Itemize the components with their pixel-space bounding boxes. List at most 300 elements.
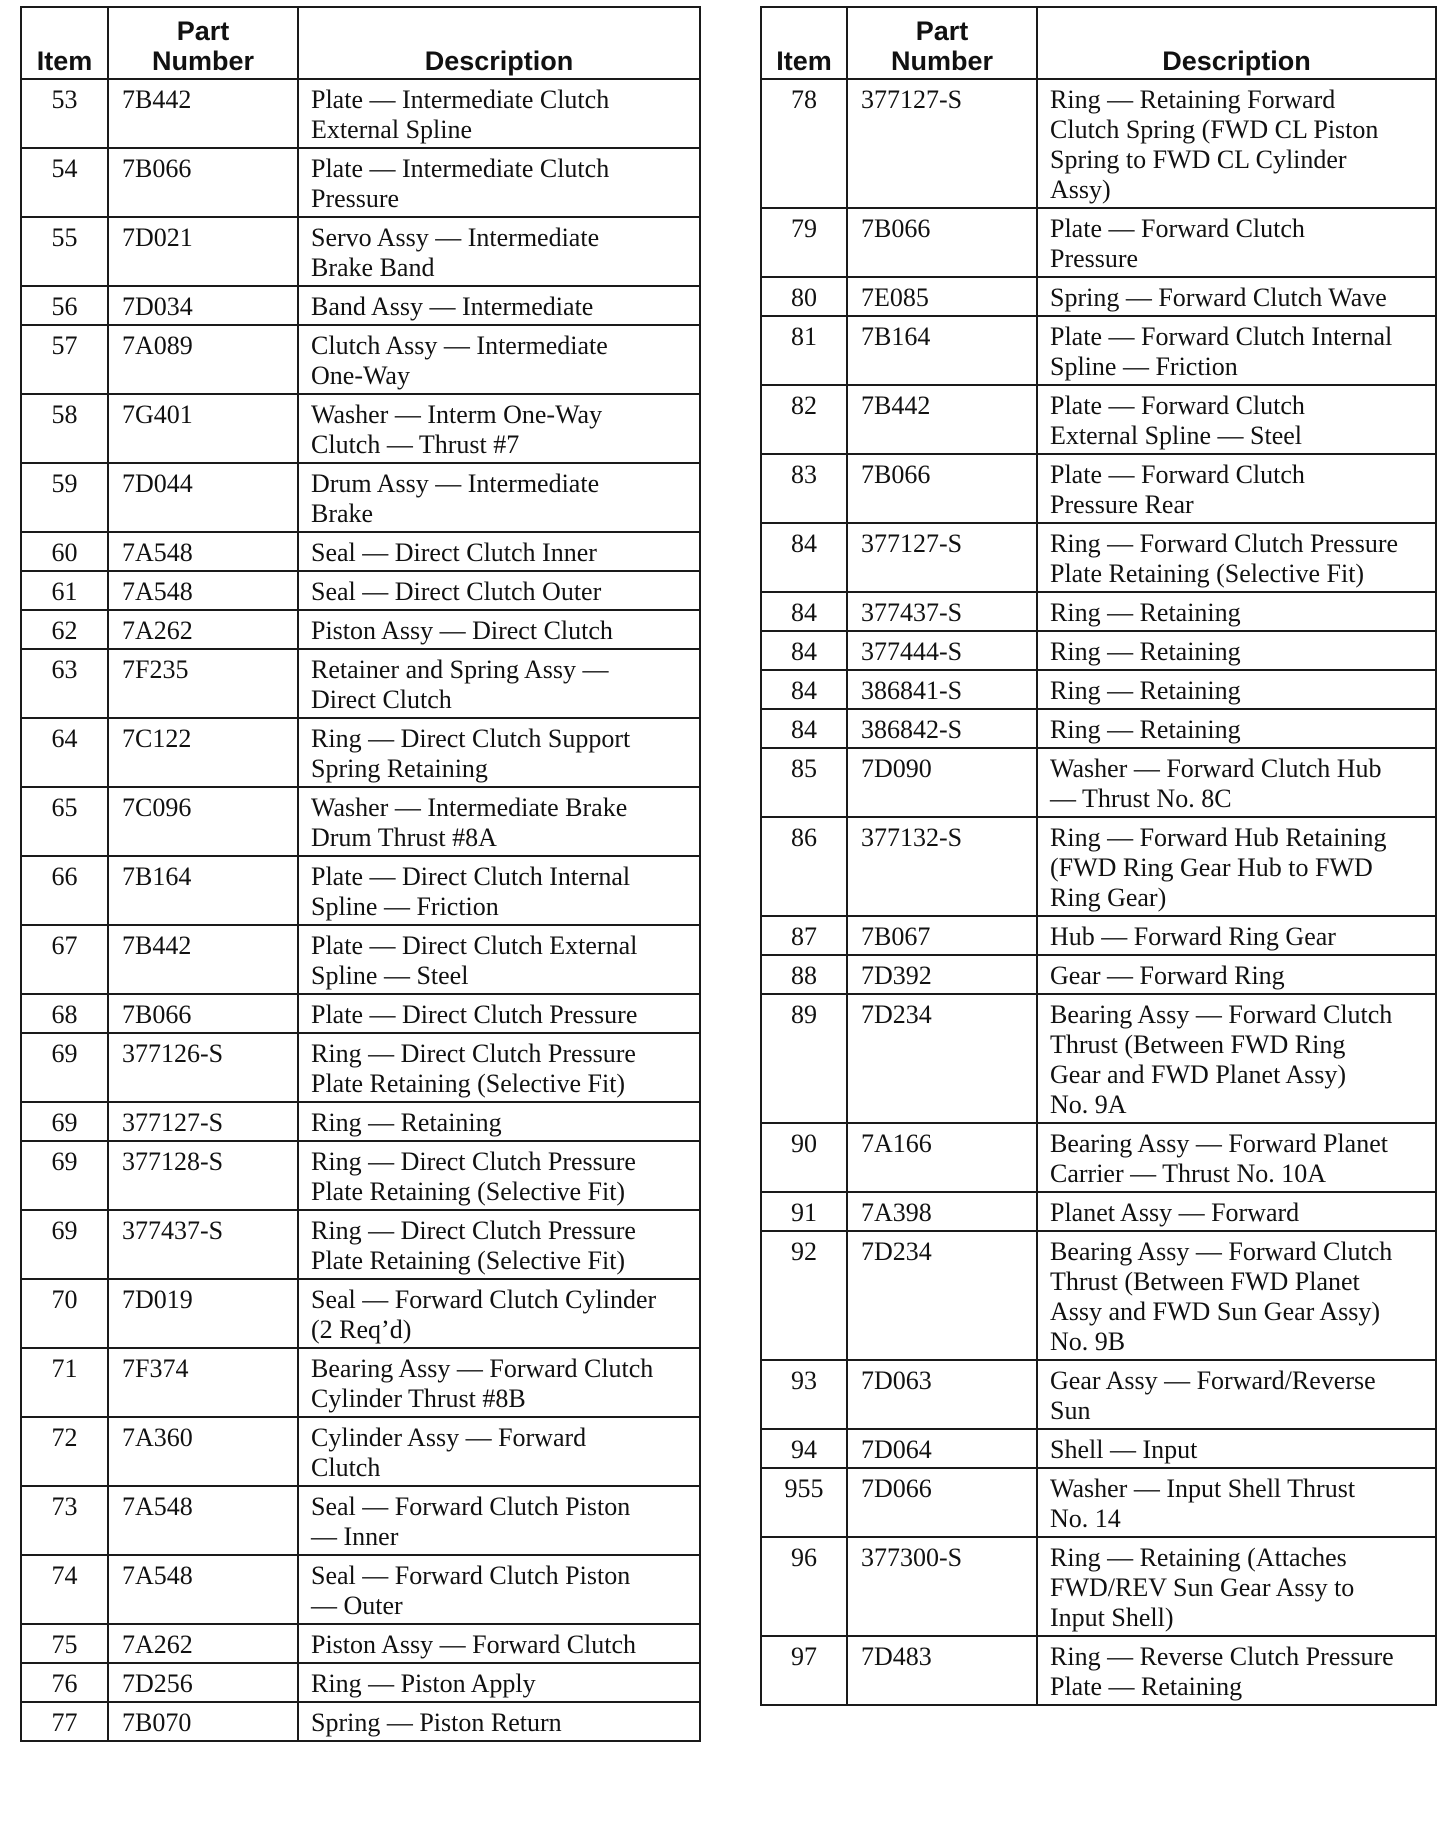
table-row (761, 385, 1436, 454)
item-number: 67 (21, 925, 108, 994)
part-description (1037, 1429, 1436, 1468)
part-description (1037, 385, 1436, 454)
description-line: Hub — Forward Ring Gear (1050, 922, 1336, 951)
part-number: 7D256 (108, 1663, 298, 1702)
description-line: Ring — Direct Clutch Pressure (311, 1039, 636, 1068)
item-number: 72 (21, 1417, 108, 1486)
table-row (21, 1348, 700, 1417)
item-number: 69 (21, 1102, 108, 1141)
table-row (21, 1624, 700, 1663)
part-description (298, 925, 700, 994)
item-number: 58 (21, 394, 108, 463)
description-line: Ring — Retaining (1050, 598, 1241, 627)
part-number: 7A262 (108, 1624, 298, 1663)
description-line: Assy) (1050, 175, 1111, 204)
item-number: 55 (21, 217, 108, 286)
part-description (298, 1033, 700, 1102)
part-number: 7E085 (847, 277, 1037, 316)
description-line: FWD/REV Sun Gear Assy to (1050, 1573, 1355, 1602)
description-line: Ring — Retaining (1050, 676, 1241, 705)
item-number: 59 (21, 463, 108, 532)
part-description (1037, 670, 1436, 709)
table-row (21, 463, 700, 532)
table-row (21, 649, 700, 718)
description-line: Planet Assy — Forward (1050, 1198, 1300, 1227)
part-description (1037, 1192, 1436, 1231)
table-row (21, 1486, 700, 1555)
description-line: Plate Retaining (Selective Fit) (311, 1246, 626, 1275)
description-line: Washer — Interm One-Way (311, 400, 603, 429)
item-number: 53 (21, 79, 108, 148)
description-line: Spline — Friction (1050, 352, 1238, 381)
part-description (1037, 1636, 1436, 1705)
part-number: 7A398 (847, 1192, 1037, 1231)
description-line: — Thrust No. 8C (1050, 784, 1232, 813)
part-description (298, 217, 700, 286)
table-row (21, 994, 700, 1033)
item-number: 76 (21, 1663, 108, 1702)
part-description (1037, 1231, 1436, 1360)
item-number: 79 (761, 208, 847, 277)
part-description (298, 1555, 700, 1624)
table-row (21, 718, 700, 787)
part-number: 7F235 (108, 649, 298, 718)
description-line: Retainer and Spring Assy — (311, 655, 609, 684)
table-row (761, 817, 1436, 916)
item-number: 82 (761, 385, 847, 454)
description-line: Drum Assy — Intermediate (311, 469, 600, 498)
part-number: 7F374 (108, 1348, 298, 1417)
description-line: Plate Retaining (Selective Fit) (1050, 559, 1365, 588)
item-number: 93 (761, 1360, 847, 1429)
part-number: 377437-S (847, 592, 1037, 631)
item-number: 90 (761, 1123, 847, 1192)
part-description (1037, 79, 1436, 208)
item-number: 71 (21, 1348, 108, 1417)
description-line: Ring — Retaining (Attaches (1050, 1543, 1347, 1572)
description-line: Brake (311, 499, 374, 528)
description-line: Ring Gear) (1050, 883, 1167, 912)
table-row (761, 748, 1436, 817)
description-line: (2 Req’d) (311, 1315, 412, 1344)
part-description (298, 325, 700, 394)
part-description (298, 79, 700, 148)
part-number: 7D483 (847, 1636, 1037, 1705)
description-line: Assy and FWD Sun Gear Assy) (1050, 1297, 1381, 1326)
item-number: 78 (761, 79, 847, 208)
description-column-header: Description (298, 7, 700, 79)
part-number: 7A089 (108, 325, 298, 394)
description-line: One-Way (311, 361, 410, 390)
part-description (1037, 208, 1436, 277)
description-line: Clutch — Thrust #7 (311, 430, 520, 459)
table-row (761, 1360, 1436, 1429)
description-line: Plate — Forward Clutch (1050, 214, 1305, 243)
description-line: No. 9B (1050, 1327, 1126, 1356)
part-number: 377132-S (847, 817, 1037, 916)
part-number: 7B066 (108, 148, 298, 217)
table-row (761, 1123, 1436, 1192)
item-number: 94 (761, 1429, 847, 1468)
description-line: Servo Assy — Intermediate (311, 223, 600, 252)
item-number: 87 (761, 916, 847, 955)
table-row (21, 571, 700, 610)
part-number: 7D234 (847, 994, 1037, 1123)
item-number: 75 (21, 1624, 108, 1663)
description-line: Ring — Piston Apply (311, 1669, 536, 1698)
item-number: 74 (21, 1555, 108, 1624)
item-column-header: Item (761, 7, 847, 79)
description-line: External Spline (311, 115, 473, 144)
description-line: Ring — Direct Clutch Support (311, 724, 631, 753)
description-line: No. 9A (1050, 1090, 1127, 1119)
item-number: 56 (21, 286, 108, 325)
table-row (761, 1231, 1436, 1360)
part-number: 7D019 (108, 1279, 298, 1348)
table-row (761, 994, 1436, 1123)
description-line: — Inner (311, 1522, 399, 1551)
part-description (298, 1279, 700, 1348)
table-row (21, 1141, 700, 1210)
part-number: 7B442 (108, 79, 298, 148)
item-number: 84 (761, 631, 847, 670)
description-line: Ring — Direct Clutch Pressure (311, 1216, 636, 1245)
item-number: 85 (761, 748, 847, 817)
description-line: Ring — Forward Clutch Pressure (1050, 529, 1399, 558)
part-number: 377128-S (108, 1141, 298, 1210)
description-line: Seal — Forward Clutch Cylinder (311, 1285, 657, 1314)
description-line: Plate — Forward Clutch (1050, 460, 1305, 489)
part-description (298, 856, 700, 925)
description-line: Spring Retaining (311, 754, 488, 783)
description-line: Plate — Intermediate Clutch (311, 154, 610, 183)
part-number: 386841-S (847, 670, 1037, 709)
item-number: 86 (761, 817, 847, 916)
part-description (298, 787, 700, 856)
parts-table-right (760, 6, 1437, 1706)
item-number: 69 (21, 1141, 108, 1210)
item-number: 73 (21, 1486, 108, 1555)
part-number: 7B066 (847, 454, 1037, 523)
part-number: 7C096 (108, 787, 298, 856)
part-number: 7C122 (108, 718, 298, 787)
description-line: Direct Clutch (311, 685, 452, 714)
part-number: 7A360 (108, 1417, 298, 1486)
table-header-row (761, 7, 1436, 79)
table-row (761, 1537, 1436, 1636)
table-row (21, 1279, 700, 1348)
description-line: Gear and FWD Planet Assy) (1050, 1060, 1347, 1089)
table-row (21, 610, 700, 649)
table-row (761, 955, 1436, 994)
table-row (761, 454, 1436, 523)
table-row (761, 208, 1436, 277)
item-number: 68 (21, 994, 108, 1033)
description-line: Clutch Assy — Intermediate (311, 331, 608, 360)
description-line: Pressure (1050, 244, 1139, 273)
part-number: 386842-S (847, 709, 1037, 748)
table-row (21, 394, 700, 463)
description-line: Washer — Intermediate Brake (311, 793, 628, 822)
description-line: Plate — Direct Clutch External (311, 931, 638, 960)
description-line: Bearing Assy — Forward Planet (1050, 1129, 1388, 1158)
part-description (1037, 454, 1436, 523)
part-number: 7D064 (847, 1429, 1037, 1468)
part-number: 7B442 (108, 925, 298, 994)
table-row (761, 316, 1436, 385)
description-line: Pressure (311, 184, 400, 213)
table-row (21, 1417, 700, 1486)
part-description (1037, 1468, 1436, 1537)
description-line: Plate Retaining (Selective Fit) (311, 1069, 626, 1098)
part-number-column-header: Part Number (847, 7, 1037, 79)
item-number: 96 (761, 1537, 847, 1636)
table-row (761, 1636, 1436, 1705)
item-column-header: Item (21, 7, 108, 79)
description-line: Ring — Reverse Clutch Pressure (1050, 1642, 1394, 1671)
item-number: 84 (761, 709, 847, 748)
description-line: Plate — Forward Clutch Internal (1050, 322, 1393, 351)
item-number: 88 (761, 955, 847, 994)
description-line: Clutch Spring (FWD CL Piston (1050, 115, 1379, 144)
table-row (761, 592, 1436, 631)
part-number: 7B066 (847, 208, 1037, 277)
part-number: 7B164 (108, 856, 298, 925)
item-number: 97 (761, 1636, 847, 1705)
part-description (298, 649, 700, 718)
table-row (761, 916, 1436, 955)
part-description (298, 1624, 700, 1663)
part-description (1037, 955, 1436, 994)
part-number: 377127-S (847, 79, 1037, 208)
table-row (21, 532, 700, 571)
part-number: 7D392 (847, 955, 1037, 994)
description-line: Ring — Forward Hub Retaining (1050, 823, 1387, 852)
part-number: 7D066 (847, 1468, 1037, 1537)
part-number: 7A548 (108, 1486, 298, 1555)
description-line: Input Shell) (1050, 1603, 1174, 1632)
part-number: 377127-S (847, 523, 1037, 592)
table-row (761, 523, 1436, 592)
description-line: Plate — Direct Clutch Pressure (311, 1000, 638, 1029)
item-number: 81 (761, 316, 847, 385)
part-number: 7B070 (108, 1702, 298, 1741)
table-row (761, 1192, 1436, 1231)
part-number: 7D063 (847, 1360, 1037, 1429)
description-line: Ring — Direct Clutch Pressure (311, 1147, 636, 1176)
table-row (21, 1210, 700, 1279)
table-row (21, 787, 700, 856)
item-number: 80 (761, 277, 847, 316)
description-line: Ring — Retaining (1050, 637, 1241, 666)
part-number: 377127-S (108, 1102, 298, 1141)
description-line: Cylinder Assy — Forward (311, 1423, 587, 1452)
description-line: Gear — Forward Ring (1050, 961, 1285, 990)
part-number: 7A548 (108, 532, 298, 571)
table-row (21, 286, 700, 325)
part-number: 7B067 (847, 916, 1037, 955)
part-number: 7B164 (847, 316, 1037, 385)
description-line: Thrust (Between FWD Ring (1050, 1030, 1346, 1059)
table-row (761, 709, 1436, 748)
item-number: 54 (21, 148, 108, 217)
description-line: Band Assy — Intermediate (311, 292, 594, 321)
item-number: 91 (761, 1192, 847, 1231)
part-number: 7D090 (847, 748, 1037, 817)
description-line: Bearing Assy — Forward Clutch (1050, 1000, 1393, 1029)
part-number: 7A548 (108, 1555, 298, 1624)
table-row (761, 1429, 1436, 1468)
part-number: 7A166 (847, 1123, 1037, 1192)
part-description (1037, 631, 1436, 670)
item-number: 84 (761, 670, 847, 709)
description-line: Carrier — Thrust No. 10A (1050, 1159, 1327, 1188)
table-row (21, 856, 700, 925)
item-number: 66 (21, 856, 108, 925)
item-number: 83 (761, 454, 847, 523)
table-row (21, 1663, 700, 1702)
description-line: Pressure Rear (1050, 490, 1194, 519)
part-description (298, 1210, 700, 1279)
description-line: Piston Assy — Direct Clutch (311, 616, 613, 645)
description-line: Thrust (Between FWD Planet (1050, 1267, 1360, 1296)
item-number: 89 (761, 994, 847, 1123)
part-description (298, 1417, 700, 1486)
item-number: 64 (21, 718, 108, 787)
description-line: External Spline — Steel (1050, 421, 1303, 450)
part-description (1037, 916, 1436, 955)
part-number: 377444-S (847, 631, 1037, 670)
description-line: Sun (1050, 1396, 1091, 1425)
part-description (298, 571, 700, 610)
part-description (1037, 709, 1436, 748)
table-row (21, 925, 700, 994)
part-description (298, 1663, 700, 1702)
part-number: 377300-S (847, 1537, 1037, 1636)
part-description (298, 394, 700, 463)
description-line: Washer — Input Shell Thrust (1050, 1474, 1356, 1503)
part-number: 7B442 (847, 385, 1037, 454)
table-row (21, 1555, 700, 1624)
item-number: 69 (21, 1210, 108, 1279)
part-number: 7A262 (108, 610, 298, 649)
description-line: Ring — Retaining Forward (1050, 85, 1336, 114)
part-description (1037, 316, 1436, 385)
part-description (298, 532, 700, 571)
parts-table-left (20, 6, 701, 1742)
part-number: 7D234 (847, 1231, 1037, 1360)
description-line: Drum Thrust #8A (311, 823, 497, 852)
item-number: 62 (21, 610, 108, 649)
part-description (1037, 1123, 1436, 1192)
description-line: Clutch (311, 1453, 381, 1482)
part-number: 377437-S (108, 1210, 298, 1279)
part-description (1037, 817, 1436, 916)
part-description (298, 286, 700, 325)
part-number: 7A548 (108, 571, 298, 610)
table-row (21, 1033, 700, 1102)
description-line: Seal — Forward Clutch Piston (311, 1561, 631, 1590)
part-description (298, 148, 700, 217)
description-line: Plate — Intermediate Clutch (311, 85, 610, 114)
part-description (298, 610, 700, 649)
item-number: 69 (21, 1033, 108, 1102)
description-line: Spline — Friction (311, 892, 499, 921)
description-line: Cylinder Thrust #8B (311, 1384, 526, 1413)
item-number: 77 (21, 1702, 108, 1741)
part-description (298, 1141, 700, 1210)
item-number: 84 (761, 523, 847, 592)
description-line: Brake Band (311, 253, 435, 282)
description-line: Spring — Forward Clutch Wave (1050, 283, 1387, 312)
description-line: Plate — Retaining (1050, 1672, 1243, 1701)
item-number: 84 (761, 592, 847, 631)
description-column-header: Description (1037, 7, 1436, 79)
description-line: Seal — Direct Clutch Inner (311, 538, 597, 567)
item-number: 57 (21, 325, 108, 394)
table-row (761, 79, 1436, 208)
description-line: Plate — Forward Clutch (1050, 391, 1305, 420)
table-row (21, 148, 700, 217)
part-description (298, 1102, 700, 1141)
item-number: 60 (21, 532, 108, 571)
part-description (298, 1486, 700, 1555)
description-line: Ring — Retaining (311, 1108, 502, 1137)
description-line: Spring — Piston Return (311, 1708, 562, 1737)
description-line: Spline — Steel (311, 961, 469, 990)
part-number-column-header: Part Number (108, 7, 298, 79)
table-row (21, 325, 700, 394)
table-row (21, 217, 700, 286)
description-line: Seal — Direct Clutch Outer (311, 577, 602, 606)
table-row (761, 670, 1436, 709)
table-row (21, 1102, 700, 1141)
item-number: 61 (21, 571, 108, 610)
part-number: 7D044 (108, 463, 298, 532)
part-description (298, 994, 700, 1033)
part-number: 7D021 (108, 217, 298, 286)
description-line: (FWD Ring Gear Hub to FWD (1050, 853, 1373, 882)
item-number: 70 (21, 1279, 108, 1348)
table-row (21, 1702, 700, 1741)
item-number: 92 (761, 1231, 847, 1360)
table-header-row (21, 7, 700, 79)
part-description (1037, 748, 1436, 817)
description-line: Piston Assy — Forward Clutch (311, 1630, 637, 1659)
description-line: Bearing Assy — Forward Clutch (311, 1354, 654, 1383)
description-line: Bearing Assy — Forward Clutch (1050, 1237, 1393, 1266)
part-description (1037, 994, 1436, 1123)
description-line: Spring to FWD CL Cylinder (1050, 145, 1347, 174)
description-line: Seal — Forward Clutch Piston (311, 1492, 631, 1521)
part-number: 377126-S (108, 1033, 298, 1102)
part-description (1037, 1537, 1436, 1636)
item-number: 955 (761, 1468, 847, 1537)
part-description (1037, 592, 1436, 631)
table-row (761, 1468, 1436, 1537)
table-row (761, 631, 1436, 670)
description-line: Shell — Input (1050, 1435, 1198, 1464)
description-line: Washer — Forward Clutch Hub (1050, 754, 1382, 783)
part-number: 7D034 (108, 286, 298, 325)
description-line: Gear Assy — Forward/Reverse (1050, 1366, 1376, 1395)
description-line: Plate — Direct Clutch Internal (311, 862, 631, 891)
table-row (21, 79, 700, 148)
part-description (1037, 1360, 1436, 1429)
part-number: 7B066 (108, 994, 298, 1033)
description-line: No. 14 (1050, 1504, 1121, 1533)
part-description (298, 1348, 700, 1417)
